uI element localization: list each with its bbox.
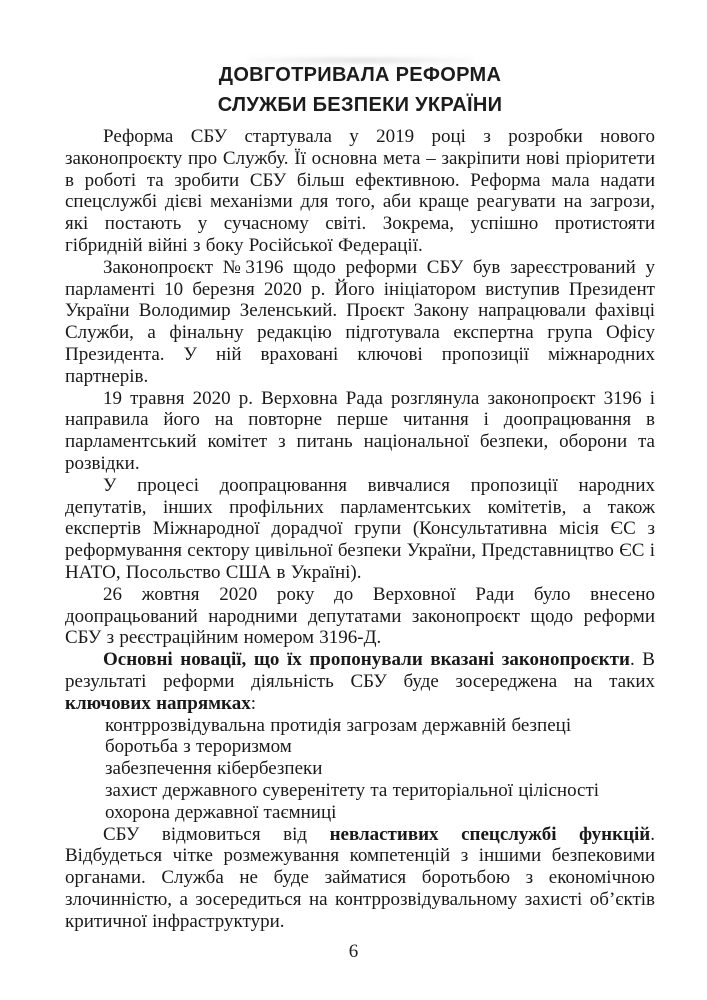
body-text — [65, 126, 655, 932]
paragraph-bill-3196-registration: Законопроєкт №3196 щодо реформи СБУ був зареєстрований у парламенті 10 березня 2020 р. Його ініціатором виступив Президент України Володимир Зеленський. Проєкт Закону напрацювали фахівці Служби, а фінальну редакцію підготувала експертна група Офісу Президента. У ній враховані ключові пропозиції міжнародних партнерів. — [65, 256, 655, 387]
chapter-title-line-2: СЛУЖБИ БЕЗПЕКИ УКРАЇНИ — [217, 94, 503, 116]
paragraph-revision-process: У процесі доопрацювання вивчалися пропозиції народних депутатів, інших профільних парламентських комітетів, а також експертів Міжнародної дорадчої групи (Консультативна місія ЄС з реформування сектору цивільної безпеки України, Представництво ЄС і НАТО, Посольство США в Україні). — [65, 474, 655, 583]
list-item-cybersecurity: забезпечення кібербезпеки — [105, 758, 323, 780]
chapter-title — [65, 60, 655, 120]
page-number: 6 — [348, 941, 359, 962]
paragraph-bill-3196-d: 26 жовтня 2020 року до Верховної Ради було внесено доопрацьований народними депутатами законопроєкт щодо реформи СБУ з реєстраційним номером 3196-Д. — [65, 583, 655, 649]
paragraph-intro: Реформа СБУ стартувала у 2019 році з розробки нового законопроєкту про Службу. Її основна мета – закріпити нові пріоритети в роботі та зробити СБУ більш ефективною. Реформа мала надати спецслужбі дієві механізми для того, аби краще реагувати на загрози, які постають у сучасному світі. Зокрема, успішно протистояти гібридній війні з боку Російської Федерації. — [65, 126, 655, 256]
chapter-title-line-1: ДОВГОТРИВАЛА РЕФОРМА — [218, 64, 502, 86]
paragraph-first-reading: 19 травня 2020 р. Верховна Рада розглянула законопроєкт 3196 і направила його на повторне перше читання і доопрацювання в парламентський комітет з питань національної безпеки, оборони та розвідки. — [65, 387, 655, 474]
paragraph-functions-divestment: СБУ відмовиться від невластивих спецслужбі функцій. Відбудеться чітке розмежування компетенцій з іншими безпековими органами. Служба не буде займатися боротьбою з економічною злочинністю, а зосередиться на контррозвідувальному захисті об’єктів критичної інфраструктури. — [65, 823, 655, 932]
list-item-sovereignty: захист державного суверенітету та територіальної цілісності — [105, 779, 600, 801]
list-item-terrorism: боротьба з тероризмом — [105, 736, 292, 758]
paragraph-key-innovations: Основні новації, що їх пропонували вказані законопроєкти. В результаті реформи діяльність СБУ буде зосереджена на таких ключових напрямках: — [65, 649, 655, 714]
list-item-state-secrets: охорона державної таємниці — [105, 801, 337, 823]
list-item-counterintelligence: контррозвідувальна протидія загрозам державній безпеці — [105, 714, 572, 736]
